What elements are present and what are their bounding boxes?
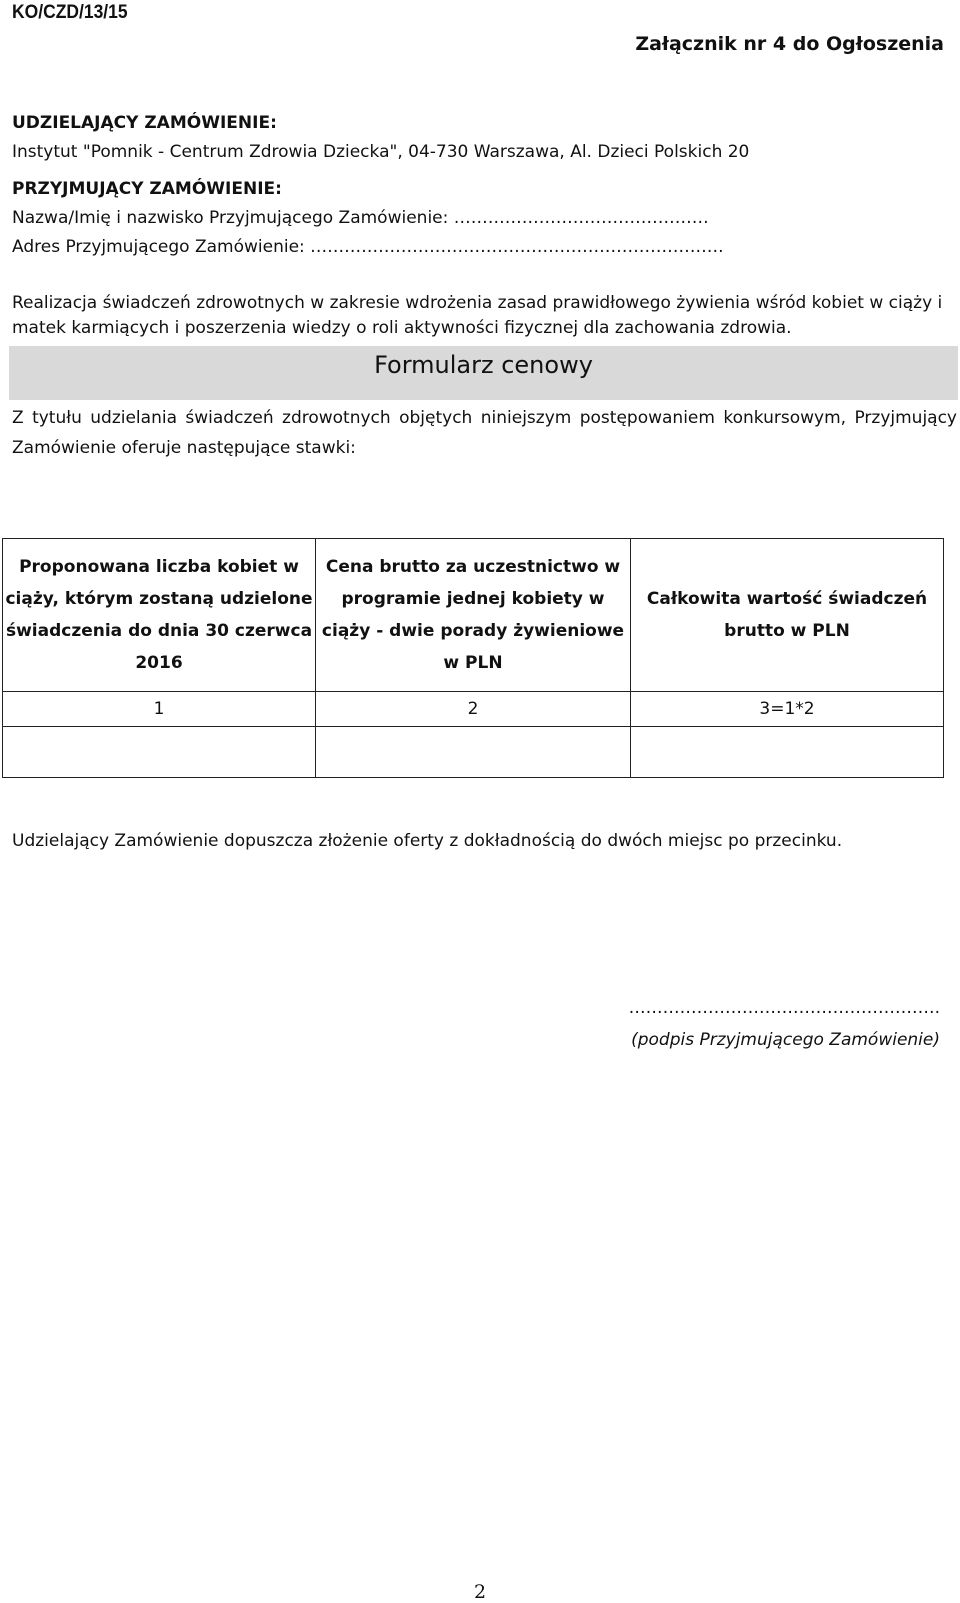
entry-cell-unit-price[interactable]	[316, 727, 631, 778]
table-entry-row	[3, 727, 944, 778]
entry-cell-total-value[interactable]	[631, 727, 944, 778]
form-title-band	[9, 346, 958, 400]
annex-title: Załącznik nr 4 do Ogłoszenia	[635, 33, 944, 55]
ordering-party-label: UDZIELAJĄCY ZAMÓWIENIE:	[12, 113, 277, 133]
signature-caption: (podpis Przyjmującego Zamówienie)	[631, 1030, 940, 1050]
entry-cell-quantity[interactable]	[3, 727, 316, 778]
contractor-label: PRZYJMUJĄCY ZAMÓWIENIE:	[12, 179, 282, 199]
decimal-precision-note: Udzielający Zamówienie dopuszcza złożenie oferty z dokładnością do dwóch miejsc po przecinku.	[12, 831, 843, 851]
document-reference: KO/CZD/13/15	[12, 2, 128, 23]
price-table	[2, 538, 944, 778]
page-number: 2	[473, 1581, 487, 1603]
contractor-name-line: Nazwa/Imię i nazwisko Przyjmującego Zamówienie: ………………………………………	[12, 208, 709, 228]
table-number-row	[3, 692, 944, 727]
contractor-address-line: Adres Przyjmującego Zamówienie: ……………………………………………………………….	[12, 237, 724, 257]
header-cell-unit-price: Cena brutto za uczestnictwo w programie jednej kobiety w ciąży - dwie porady żywieniowe w PLN	[316, 539, 631, 692]
form-title: Formularz cenowy	[374, 351, 593, 379]
number-cell-1: 1	[3, 692, 316, 727]
header-cell-total-value: Całkowita wartość świadczeń brutto w PLN	[631, 539, 944, 692]
number-cell-3: 3=1*2	[631, 692, 944, 727]
header-cell-quantity: Proponowana liczba kobiet w ciąży, którym zostaną udzielone świadczenia do dnia 30 czerwca 2016	[3, 539, 316, 692]
number-cell-2: 2	[316, 692, 631, 727]
subject-paragraph: Realizacja świadczeń zdrowotnych w zakresie wdrożenia zasad prawidłowego żywienia wśród kobiet w ciąży i matek karmiących i poszerzenia wiedzy o roli aktywności fizycznej dla zachowania zdrowia.	[12, 293, 943, 338]
table-header-row	[3, 539, 944, 692]
signature-dots: ……………………………………………….	[628, 998, 940, 1018]
ordering-party-value: Instytut "Pomnik - Centrum Zdrowia Dziecka", 04-730 Warszawa, Al. Dzieci Polskich 20	[12, 142, 750, 162]
intro-paragraph: Z tytułu udzielania świadczeń zdrowotnych objętych niniejszym postępowaniem konkursowym, Przyjmujący Zamówienie oferuje następujące stawki:	[12, 408, 957, 458]
